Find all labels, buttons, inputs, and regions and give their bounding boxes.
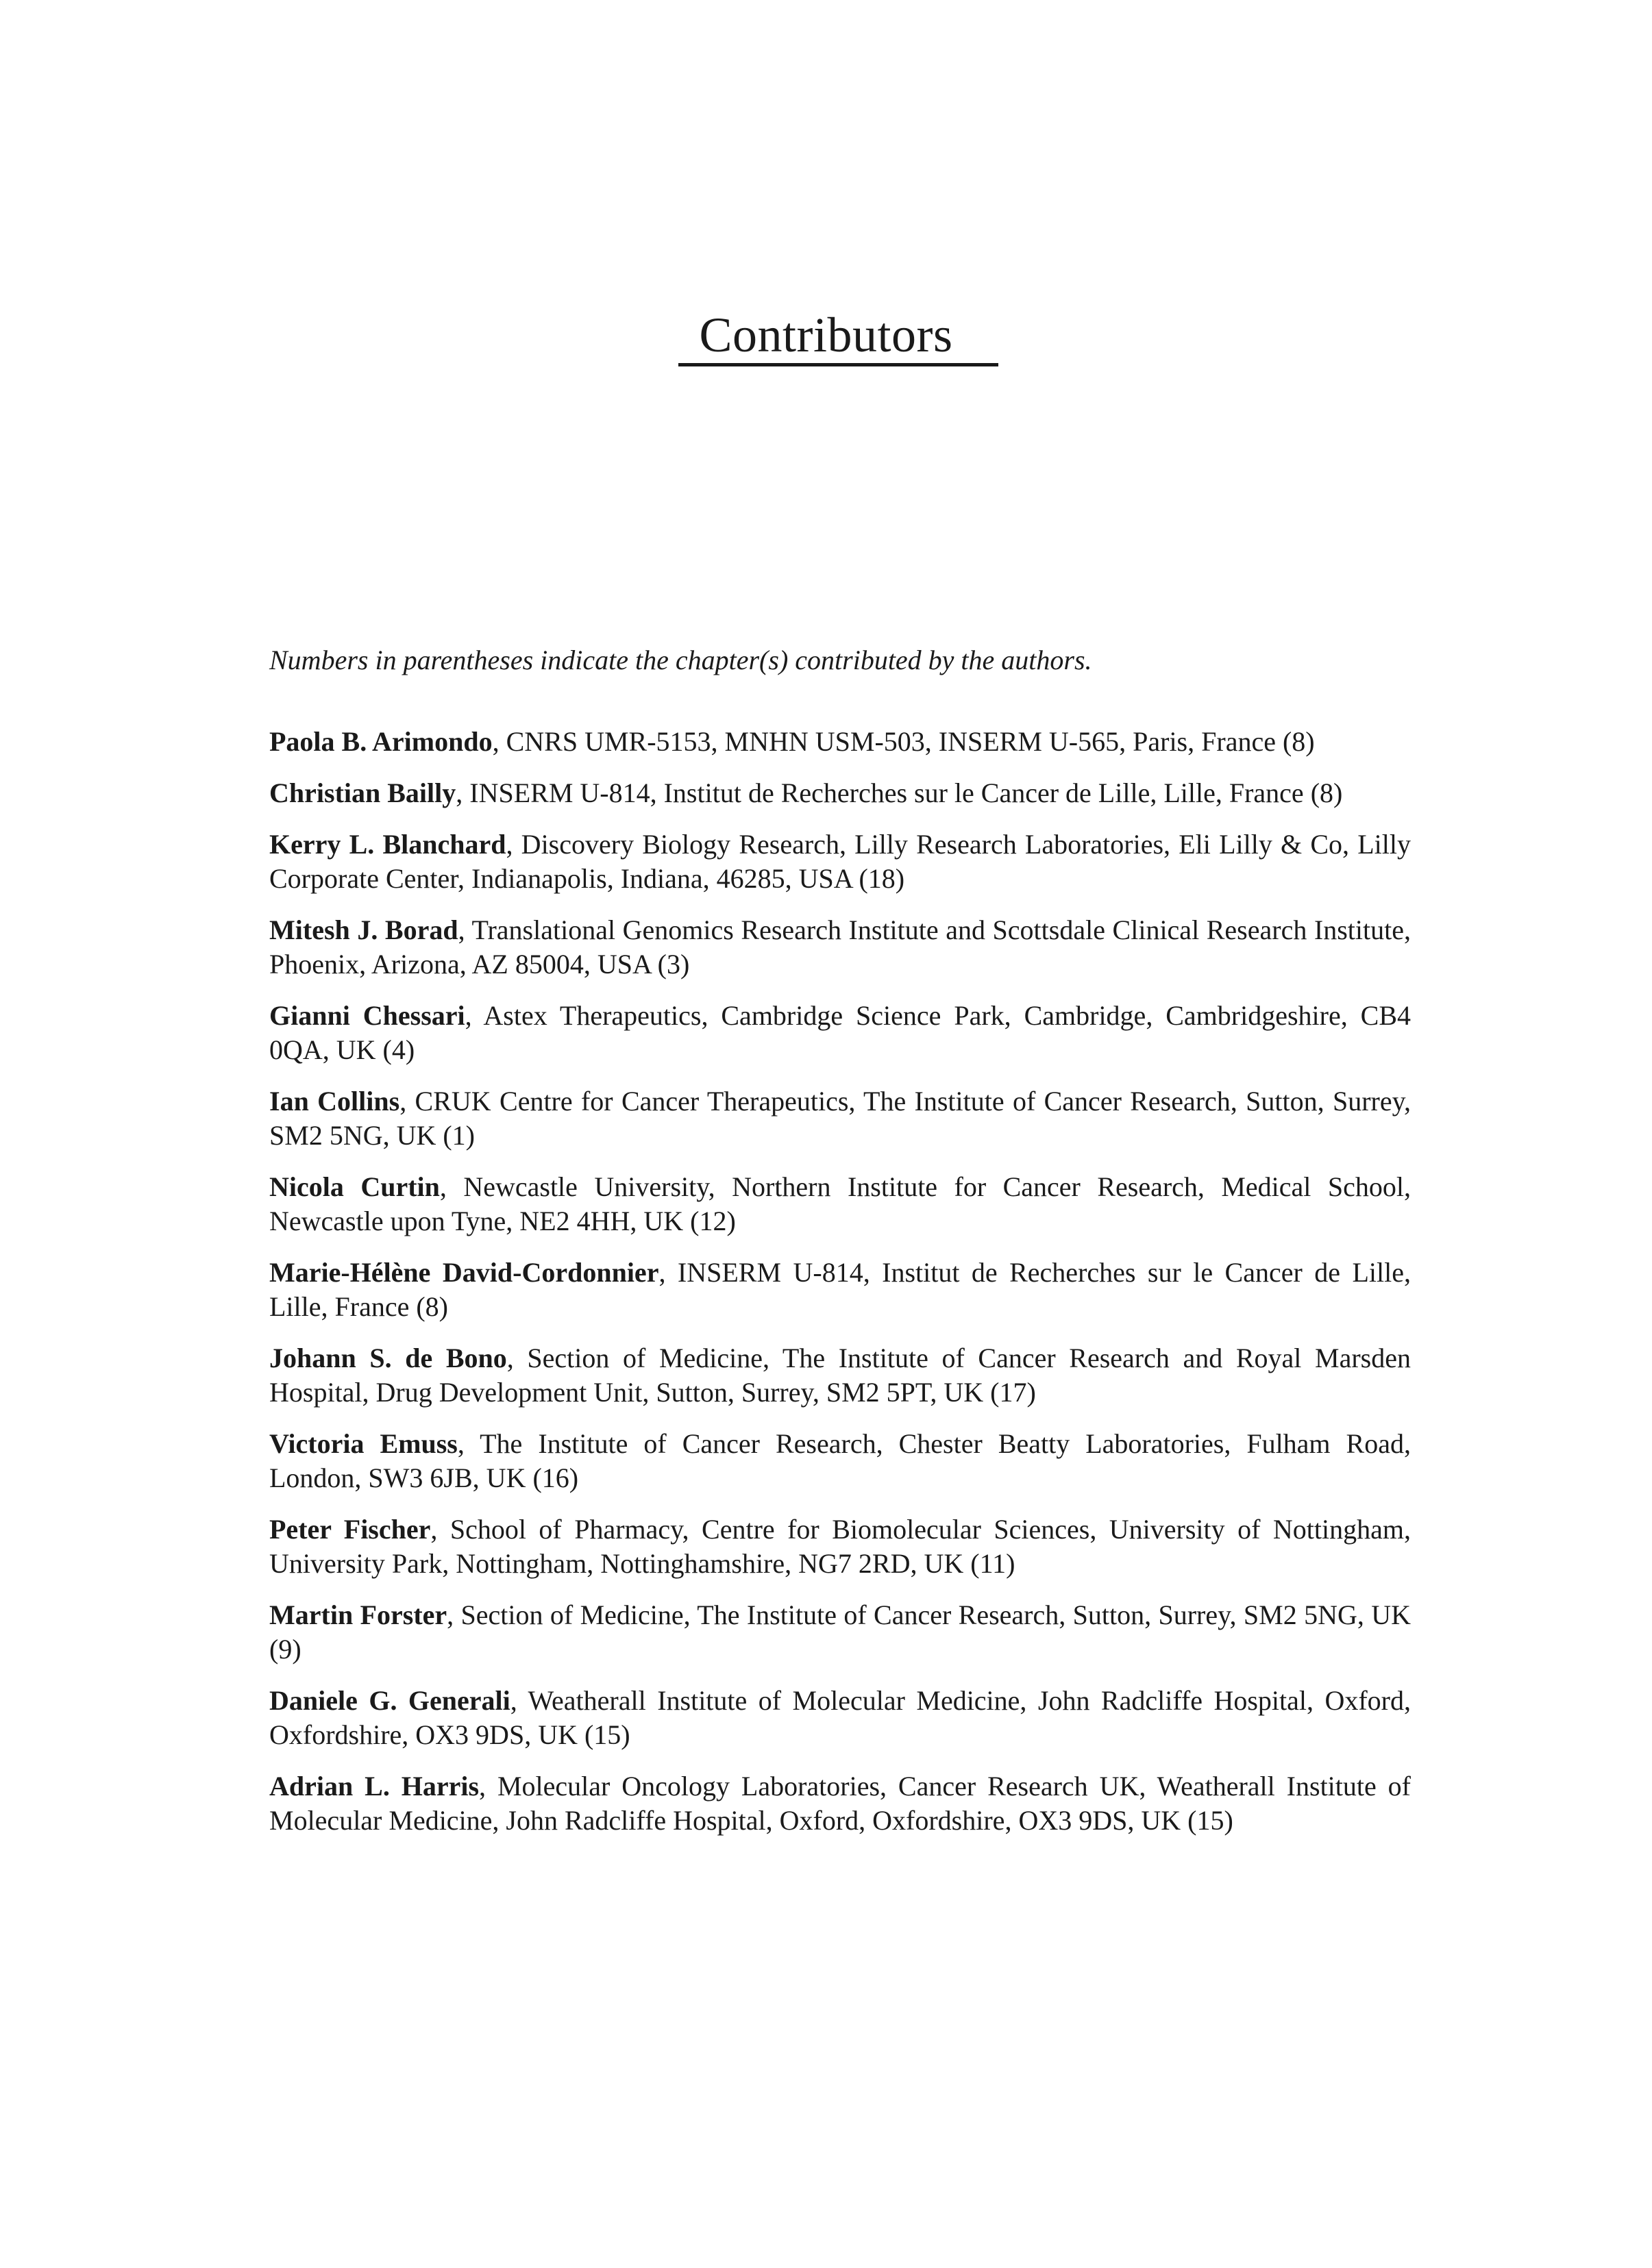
contributor-entry [269, 1170, 1411, 1238]
contributor-entry [269, 1684, 1411, 1752]
contributor-affiliation: , Section of Medicine, The Institute of Cancer Research, Sutton, Surrey, SM2 5NG, UK (9) [269, 1599, 1411, 1665]
contributor-affiliation: , Astex Therapeutics, Cambridge Science Park, Cambridge, Cambridgeshire, CB4 0QA, UK (4) [269, 1000, 1411, 1065]
contributor-entry [269, 1769, 1411, 1838]
contributor-name: Marie-Hélène David-Cordonnier [269, 1257, 659, 1288]
contributor-name: Daniele G. Generali [269, 1685, 510, 1716]
contributor-affiliation: , The Institute of Cancer Research, Chester Beatty Laboratories, Fulham Road, London, SW3 6JB, UK (16) [269, 1428, 1411, 1493]
contributor-name: Johann S. de Bono [269, 1343, 507, 1373]
contributor-name: Christian Bailly [269, 777, 456, 808]
contributor-entry [269, 725, 1411, 759]
contributor-name: Mitesh J. Borad [269, 914, 458, 945]
contributor-list [269, 725, 1411, 1855]
contributor-affiliation: , Translational Genomics Research Institute and Scottsdale Clinical Research Institute, Phoenix, Arizona, AZ 85004, USA (3) [269, 914, 1411, 980]
contributor-entry [269, 1427, 1411, 1495]
title-underline [678, 363, 998, 366]
contributor-affiliation: , CNRS UMR-5153, MNHN USM-503, INSERM U-565, Paris, France (8) [492, 726, 1315, 757]
contributor-entry [269, 827, 1411, 896]
contributor-entry [269, 1341, 1411, 1410]
contributor-affiliation: , INSERM U-814, Institut de Recherches sur le Cancer de Lille, Lille, France (8) [269, 1257, 1411, 1322]
contributor-entry [269, 999, 1411, 1067]
contributor-name: Nicola Curtin [269, 1171, 440, 1202]
contributor-name: Ian Collins [269, 1086, 400, 1117]
contributor-name: Adrian L. Harris [269, 1771, 480, 1802]
page-title: Contributors [699, 308, 953, 363]
contributor-affiliation: , Newcastle University, Northern Institute for Cancer Research, Medical School, Newcastle upon Tyne, NE2 4HH, UK (12) [269, 1171, 1411, 1236]
contributor-affiliation: , INSERM U-814, Institut de Recherches sur le Cancer de Lille, Lille, France (8) [456, 777, 1343, 808]
contributor-name: Victoria Emuss [269, 1428, 458, 1459]
contributor-name: Kerry L. Blanchard [269, 829, 506, 860]
contributor-name: Peter Fischer [269, 1514, 431, 1545]
contributor-name: Paola B. Arimondo [269, 726, 493, 757]
contributor-affiliation: , Weatherall Institute of Molecular Medicine, John Radcliffe Hospital, Oxford, Oxfordshire, OX3 9DS, UK (15) [269, 1685, 1411, 1750]
contributor-entry [269, 913, 1411, 982]
contributor-affiliation: , Section of Medicine, The Institute of Cancer Research and Royal Marsden Hospital, Drug Development Unit, Sutton, Surrey, SM2 5PT, UK (17) [269, 1343, 1411, 1408]
contributor-name: Gianni Chessari [269, 1000, 465, 1031]
intro-note: Numbers in parentheses indicate the chapter(s) contributed by the authors. [269, 645, 1092, 675]
contributor-entry [269, 1598, 1411, 1667]
contributor-entry [269, 1084, 1411, 1153]
contributor-affiliation: , Molecular Oncology Laboratories, Cancer Research UK, Weatherall Institute of Molecular Medicine, John Radcliffe Hospital, Oxford, Oxfordshire, OX3 9DS, UK (15) [269, 1771, 1411, 1836]
contributor-entry [269, 776, 1411, 810]
contributor-affiliation: , School of Pharmacy, Centre for Biomolecular Sciences, University of Nottingham, University Park, Nottingham, Nottinghamshire, NG7 2RD, UK (11) [269, 1514, 1411, 1579]
contributor-affiliation: , Discovery Biology Research, Lilly Research Laboratories, Eli Lilly & Co, Lilly Corporate Center, Indianapolis, Indiana, 46285, USA (18) [269, 829, 1411, 894]
contributor-entry [269, 1512, 1411, 1581]
contributor-affiliation: , CRUK Centre for Cancer Therapeutics, The Institute of Cancer Research, Sutton, Surrey, SM2 5NG, UK (1) [269, 1086, 1411, 1151]
contributor-entry [269, 1256, 1411, 1324]
contributor-name: Martin Forster [269, 1599, 447, 1630]
